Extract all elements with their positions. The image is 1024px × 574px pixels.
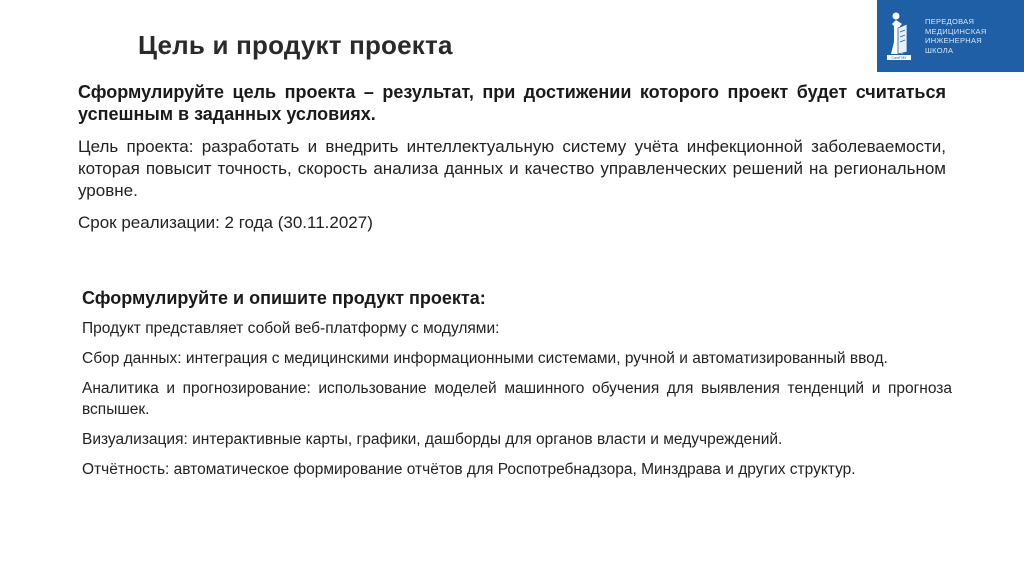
goal-heading: Сформулируйте цель проекта – результат, при достижении которого проект будет считаться успешным в заданных условиях. [78,82,946,124]
logo-text [925,17,1021,55]
logo-line: ИНЖЕНЕРНАЯ [925,36,982,45]
logo-line: ШКОЛА [925,45,954,55]
school-logo [877,0,1024,72]
project-goal-section [78,81,946,244]
school-emblem-icon [883,10,917,62]
slide-title: Цель и продукт проекта [138,30,453,60]
goal-text: Цель проекта: разработать и внедрить интеллектуальную систему учёта инфекционной заболеваемости, которая повысит точность, скорость анализа данных и качество управленческих решений на региональном уровне. [78,137,946,200]
logo-mark-label: СамГМУ [891,56,907,61]
module-analytics: Аналитика и прогнозирование: использование моделей машинного обучения для выявления тенденций и прогноза вспышек. [82,380,952,418]
logo-line: ПЕРЕДОВАЯ [925,17,975,26]
module-visualization: Визуализация: интерактивные карты, графики, дашборды для органов власти и медучреждений. [82,431,783,448]
logo-line: МЕДИЦИНСКАЯ [925,26,987,36]
deadline-text: Срок реализации: 2 года (30.11.2027) [78,213,373,232]
product-intro: Продукт представляет собой веб-платформу с модулями: [82,320,500,337]
product-heading: Сформулируйте и опишите продукт проекта: [82,288,486,308]
module-reporting: Отчётность: автоматическое формирование отчётов для Роспотребнадзора, Минздрава и других структур. [82,461,856,478]
project-product-section [82,287,952,489]
module-data-collection: Сбор данных: интеграция с медицинскими информационными системами, ручной и автоматизированный ввод. [82,350,888,367]
